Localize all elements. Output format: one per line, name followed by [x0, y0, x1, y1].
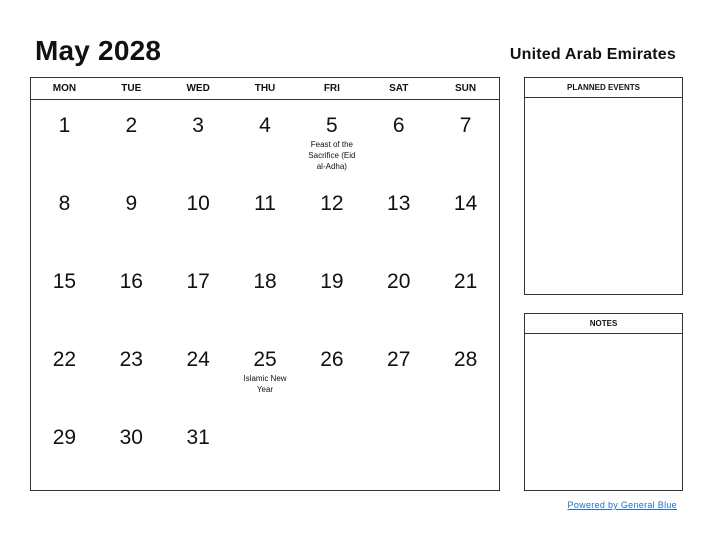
- day-cell: [232, 412, 299, 490]
- day-cell: [365, 412, 432, 490]
- day-number: 24: [186, 348, 210, 371]
- week-row: [31, 412, 499, 490]
- day-number: 18: [253, 270, 277, 293]
- day-number: 3: [192, 114, 204, 137]
- day-number: 2: [125, 114, 138, 137]
- day-number: 11: [254, 192, 276, 215]
- day-number: 16: [119, 270, 143, 293]
- weeks-container: [31, 100, 499, 490]
- planned-events-panel: [524, 77, 683, 295]
- notes-heading: NOTES: [525, 314, 682, 334]
- weekday-header: TUE: [121, 83, 142, 94]
- day-cell: [98, 412, 165, 490]
- day-number: 26: [320, 348, 344, 371]
- weekday-header: SUN: [455, 83, 477, 94]
- day-number: 21: [453, 270, 478, 293]
- weekday-header: SAT: [389, 83, 409, 94]
- week-row: [31, 100, 499, 178]
- day-number: 12: [320, 192, 344, 215]
- day-number: 31: [186, 426, 210, 449]
- day-number: 25: [253, 348, 277, 371]
- day-number: 5: [326, 114, 338, 137]
- day-cell: [298, 412, 365, 490]
- day-number: 8: [58, 192, 71, 215]
- day-cell: [165, 334, 232, 412]
- day-cell: [31, 100, 98, 178]
- day-cell: [298, 256, 365, 334]
- weekday-header: FRI: [323, 83, 340, 94]
- day-cell: [365, 334, 432, 412]
- day-number: 1: [58, 114, 71, 137]
- day-cell: [432, 178, 499, 256]
- day-cell: [432, 412, 499, 490]
- day-cell: [31, 178, 98, 256]
- weekday-header: WED: [186, 83, 210, 94]
- month-title: May 2028: [35, 35, 162, 66]
- day-cell: [31, 256, 98, 334]
- day-number: 27: [387, 348, 411, 371]
- day-cell: [165, 256, 232, 334]
- week-row: [31, 334, 499, 412]
- country-name: United Arab Emirates: [509, 46, 676, 63]
- holiday-label: Islamic New Year: [243, 374, 287, 394]
- day-number: 29: [52, 426, 77, 449]
- week-row: [31, 256, 499, 334]
- day-cell: [98, 334, 165, 412]
- notes-panel: [524, 313, 683, 491]
- day-number: 15: [52, 270, 77, 293]
- day-number: 4: [259, 114, 271, 137]
- day-cell: [232, 100, 299, 178]
- planned-events-heading: PLANNED EVENTS: [525, 78, 682, 98]
- day-cell: [232, 256, 299, 334]
- day-number: 17: [186, 270, 210, 293]
- day-cell: [232, 178, 299, 256]
- day-cell: [365, 256, 432, 334]
- weekday-header-row: [31, 78, 499, 100]
- day-cell: [432, 334, 499, 412]
- week-row: [31, 178, 499, 256]
- holiday-label: Feast of the Sacrifice (Eid al-Adha): [308, 140, 356, 171]
- day-cell: [298, 100, 365, 178]
- weekday-header: THU: [254, 83, 276, 94]
- day-number: 19: [320, 270, 344, 293]
- day-number: 13: [387, 192, 411, 215]
- calendar-grid: [30, 77, 500, 491]
- day-number: 30: [119, 426, 143, 449]
- day-cell: [432, 100, 499, 178]
- day-cell: [31, 412, 98, 490]
- day-cell: [232, 334, 299, 412]
- day-cell: [98, 256, 165, 334]
- day-cell: [298, 334, 365, 412]
- day-cell: [298, 178, 365, 256]
- weekday-header: MON: [52, 83, 77, 94]
- day-number: 7: [459, 114, 472, 137]
- day-cell: [365, 100, 432, 178]
- day-number: 10: [186, 192, 210, 215]
- day-number: 28: [453, 348, 478, 371]
- day-number: 23: [119, 348, 143, 371]
- day-cell: [98, 100, 165, 178]
- powered-by-link[interactable]: Powered by General Blue: [567, 500, 677, 510]
- day-cell: [165, 100, 232, 178]
- day-number: 20: [387, 270, 411, 293]
- day-cell: [165, 178, 232, 256]
- day-number: 22: [52, 348, 77, 371]
- day-cell: [165, 412, 232, 490]
- day-cell: [365, 178, 432, 256]
- day-number: 9: [125, 192, 138, 215]
- day-number: 6: [392, 114, 405, 137]
- day-cell: [98, 178, 165, 256]
- day-number: 14: [453, 192, 478, 215]
- day-cell: [31, 334, 98, 412]
- day-cell: [432, 256, 499, 334]
